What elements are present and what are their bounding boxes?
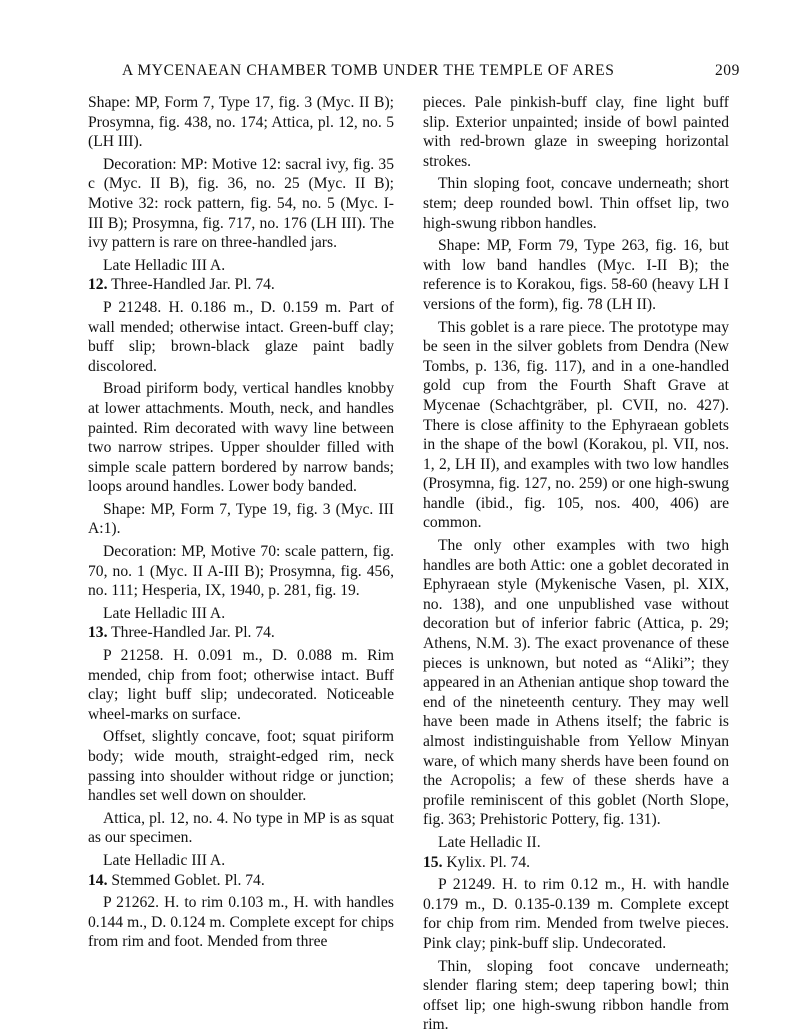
entry-title: Stemmed Goblet. Pl. 74. — [111, 871, 265, 889]
entry-heading — [88, 275, 394, 295]
entry-title: Three-Handled Jar. Pl. 74. — [111, 624, 275, 642]
paragraph: Shape: MP, Form 7, Type 19, fig. 3 (Myc. III A:1). — [88, 500, 394, 538]
entry-heading — [423, 853, 729, 873]
paragraph: P 21249. H. to rim 0.12 m., H. with handle 0.179 m., D. 0.135-0.139 m. Complete except for chip from rim. Mended from twelve pieces. Pink clay; pink-buff slip. Undecorated. — [423, 876, 729, 952]
entry-title: Kylix. Pl. 74. — [446, 853, 531, 871]
paragraph: Shape: MP, Form 7, Type 17, fig. 3 (Myc. II B); Prosymna, fig. 438, no. 174; Attica, pl. 12, no. 5 (LH III). — [88, 94, 394, 151]
paragraph: Late Helladic III A. — [103, 256, 226, 274]
paragraph: Attica, pl. 12, no. 4. No type in MP is as squat as our specimen. — [88, 809, 394, 847]
paragraph: Thin, sloping foot concave underneath; slender flaring stem; deep tapering bowl; thin offset lip; one high-swung ribbon handle from rim. — [423, 957, 729, 1034]
paragraph: The only other examples with two high handles are both Attic: one a goblet decorated in Ephyraean style (Mykenische Vasen, pl. XIX, no. 138), and one unpublished vase without decoration but of inferior fabric (Attica, p. 29; Athens, N.M. 3). The exact provenance of these pieces is unknown, but noted as “Aliki”; they appeared in an Athenian antique shop toward the end of the nineteenth century. They may well have been made in Athens itself; the fabric is almost indistinguishable from Yellow Minyan ware, of which many sherds have been found on the Acropolis; a few of these sherds have a profile reminiscent of this goblet (North Slope, fig. 363; Prehistoric Pottery, fig. 131). — [423, 537, 729, 829]
paragraph: P 21258. H. 0.091 m., D. 0.088 m. Rim mended, chip from foot; otherwise intact. Buff clay; light buff slip; undecorated. Noticeable wheel-marks on surface. — [88, 647, 394, 723]
entry-number: 14. — [88, 871, 108, 889]
paragraph: Thin sloping foot, concave underneath; short stem; deep rounded bowl. Thin offset lip, two high-swung ribbon handles. — [423, 175, 729, 232]
left-column — [88, 93, 394, 952]
paragraph: Decoration: MP: Motive 12: sacral ivy, fig. 35 c (Myc. II B), fig. 36, no. 25 (Myc. II B); Motive 32: rock pattern, fig. 54, no. 5 (Myc. I-III B); Prosymna, fig. 717, no. 176 (LH III). The ivy pattern is rare on three-handled jars. — [88, 155, 394, 252]
paragraph: Late Helladic II. — [438, 833, 541, 851]
entry-number: 12. — [88, 276, 108, 294]
entry-title: Three-Handled Jar. Pl. 74. — [111, 276, 275, 294]
entry-number: 15. — [423, 853, 443, 871]
paragraph: Broad piriform body, vertical handles knobby at lower attachments. Mouth, neck, and handles painted. Rim decorated with wavy line between two narrow stripes. Upper shoulder filled with simple scale pattern bordered by narrow bands; loops around handles. Lower body banded. — [88, 380, 394, 496]
running-title: A MYCENAEAN CHAMBER TOMB UNDER THE TEMPLE OF ARES — [122, 62, 615, 79]
paragraph: This goblet is a rare piece. The prototype may be seen in the silver goblets from Dendra (New Tombs, p. 136, fig. 117), and in a one-handled gold cup from the Fourth Shaft Grave at Mycenae (Schachtgräber, pl. CVII, no. 427). There is close affinity to the Ephyraean goblets in the shape of the bowl (Korakou, pl. VII, nos. 1, 2, LH II), and examples with two low handles (Prosymna, fig. 127, no. 259) or one high-swung handle (ibid., fig. 105, nos. 400, 406) are common. — [423, 318, 729, 532]
paragraph: Late Helladic III A. — [103, 851, 226, 869]
entry-heading — [88, 871, 394, 891]
paragraph: pieces. Pale pinkish-buff clay, fine light buff slip. Exterior unpainted; inside of bowl painted with red-brown glaze in sweeping horizontal strokes. — [423, 94, 729, 170]
right-column — [423, 93, 729, 1035]
paragraph: P 21248. H. 0.186 m., D. 0.159 m. Part of wall mended; otherwise intact. Green-buff clay; buff slip; brown-black glaze paint badly discolored. — [88, 298, 394, 375]
entry-heading — [88, 623, 394, 643]
paragraph: Late Helladic III A. — [103, 604, 226, 622]
paragraph: Decoration: MP, Motive 70: scale pattern, fig. 70, no. 1 (Myc. II A-III B); Prosymna, fig. 456, no. 111; Hesperia, IX, 1940, p. 281, fig. 19. — [88, 543, 394, 600]
page-number: 209 — [714, 62, 740, 79]
paragraph: Offset, slightly concave, foot; squat piriform body; wide mouth, straight-edged rim, neck passing into shoulder without ridge or junction; handles set well down on shoulder. — [88, 728, 394, 805]
paragraph: Shape: MP, Form 79, Type 263, fig. 16, but with low band handles (Myc. I-II B); the reference is to Korakou, figs. 58-60 (heavy LH I versions of the form), fig. 78 (LH II). — [423, 237, 729, 313]
paragraph: P 21262. H. to rim 0.103 m., H. with handles 0.144 m., D. 0.124 m. Complete except for chips from rim and foot. Mended from three — [88, 894, 394, 951]
entry-number: 13. — [88, 624, 108, 642]
